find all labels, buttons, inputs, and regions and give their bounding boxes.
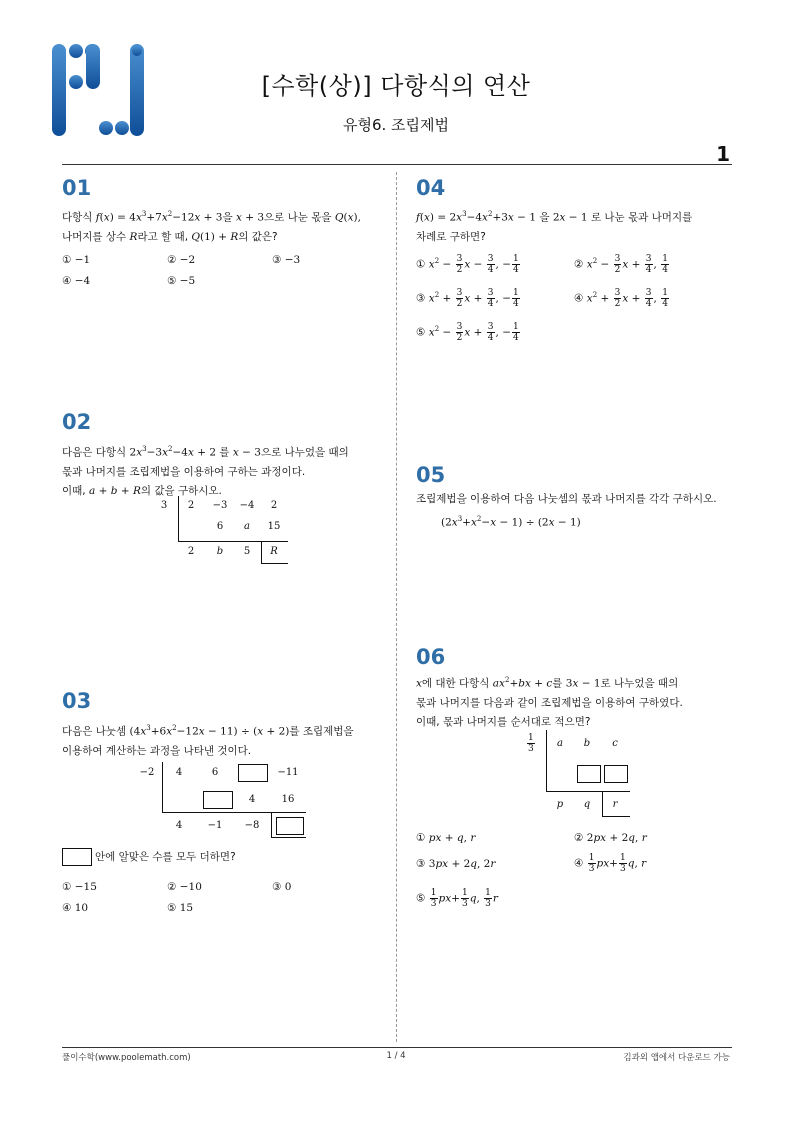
page-title: [수학(상)] 다항식의 연산 — [261, 72, 531, 100]
q03-blank-box — [276, 817, 304, 835]
q04-choice-3[interactable]: ③ $x^2$ + $\frac{3}{2}$ x + $\frac{3}{4}$ , − $\frac{1}{4}$ — [416, 288, 519, 309]
q02-cell: 2 — [187, 500, 195, 511]
q03-cell: 4 — [248, 794, 256, 805]
q02-cell: −4 — [239, 500, 255, 511]
q06-choice-1[interactable]: ① px + q, r — [416, 832, 476, 844]
q06-cell: a — [557, 738, 563, 749]
q03-cell: −11 — [277, 767, 299, 778]
q03-cell: −1 — [207, 820, 223, 831]
q03-cell: 4 — [175, 820, 183, 831]
q06-cell: q — [583, 799, 591, 810]
q04-choice-1[interactable]: ① $x^2$ − $\frac{3}{2}$ x − $\frac{3}{4}$ , − $\frac{1}{4}$ — [416, 254, 519, 275]
q01-choice-2[interactable]: ② −2 — [167, 254, 196, 266]
question-number-03: 03 — [62, 689, 92, 713]
q06-cell: c — [612, 738, 618, 749]
q02-cell: 5 — [243, 546, 251, 557]
q02-cell: 6 — [216, 521, 224, 532]
q02-cell: b — [216, 546, 224, 557]
q04-text: $f(x) = 2x^3-4x^2+3x - 1$ 을 2x − 1 로 나눈 몫과 나머지를 차례로 구하면? — [416, 210, 693, 243]
q01-text: 다항식 $f(x) = 4x^3+7x^2-12x + 3$을 x + 3으로 나눈 몫을 Q(x), 나머지를 상수 R라고 할 때, Q(1) + R의 값은? — [62, 210, 361, 243]
q03-blank-box — [203, 791, 233, 809]
q06-cell: r — [612, 799, 618, 810]
q02-cell: −3 — [212, 500, 228, 511]
q03-blank-box — [238, 764, 268, 782]
q03-divisor: −2 — [139, 767, 155, 778]
q06-choice-4[interactable]: ④ $\frac{1}{3}$ px+ $\frac{1}{3}$ q, r — [574, 853, 647, 874]
q06-blank-box — [577, 765, 601, 783]
q02-text: 다음은 다항식 $2x^3-3x^2-4x + 2$ 를 x − 3으로 나누었을 때의 몫과 나머지를 조립제법을 이용하여 구하는 과정이다. 이때, a + b + R의 값을 구하시오. — [62, 445, 349, 497]
footer-rule — [62, 1047, 732, 1048]
q06-text: x에 대한 다항식 $ax^2+bx + c$를 3x − 1로 나누었을 때의 몫과 나머지를 다음과 같이 조립제법을 이용하여 구하였다. 이때, 몫과 나머지를 순서대로 적으면? — [416, 676, 683, 728]
q06-choice-3[interactable]: ③ 3px + 2q, 2r — [416, 858, 496, 870]
q02-cell: R — [270, 546, 278, 557]
header-rule — [62, 164, 732, 165]
q04-choice-5[interactable]: ⑤ $x^2$ − $\frac{3}{2}$ x + $\frac{3}{4}$ , − $\frac{1}{4}$ — [416, 322, 519, 343]
column-divider — [396, 172, 397, 1042]
question-number-06: 06 — [416, 645, 446, 669]
q06-choice-2[interactable]: ② 2px + 2q, r — [574, 832, 647, 844]
question-number-05: 05 — [416, 463, 446, 487]
q03-question: 안에 알맞은 수를 모두 더하면? — [62, 848, 236, 867]
q03-choice-2[interactable]: ② −10 — [167, 881, 202, 893]
q04-choice-2[interactable]: ② $x^2$ − $\frac{3}{2}$ x + $\frac{3}{4}$ , $\frac{1}{4}$ — [574, 254, 668, 275]
q03-cell: 16 — [281, 794, 295, 805]
question-number-04: 04 — [416, 176, 446, 200]
q06-blank-box — [604, 765, 628, 783]
footer-download-note: 김과외 앱에서 다운로드 가능 — [623, 1053, 730, 1063]
q04-choice-4[interactable]: ④ $x^2$ + $\frac{3}{2}$ x + $\frac{3}{4}$ , $\frac{1}{4}$ — [574, 288, 668, 309]
q01-choice-1[interactable]: ① −1 — [62, 254, 91, 266]
q01-choice-5[interactable]: ⑤ −5 — [167, 275, 196, 287]
q06-cell: p — [556, 799, 564, 810]
q02-cell: 2 — [270, 500, 278, 511]
footer-site: 풀이수학(www.poolemath.com) — [62, 1053, 191, 1063]
q03-choice-5[interactable]: ⑤ 15 — [167, 902, 194, 914]
q06-choice-5[interactable]: ⑤ $\frac{1}{3}$ px+ $\frac{1}{3}$ q, $\frac{1}{3}$ r — [416, 888, 498, 909]
q03-cell: 6 — [211, 767, 219, 778]
q02-cell: 2 — [187, 546, 195, 557]
q01-choice-4[interactable]: ④ −4 — [62, 275, 91, 287]
q02-cell: 15 — [267, 521, 281, 532]
q05-expression: $(2x^3+x^2-x - 1) \div (2x - 1)$ — [441, 515, 581, 529]
question-number-02: 02 — [62, 410, 92, 434]
q02-cell: a — [244, 521, 250, 532]
q05-text: 조립제법을 이용하여 다음 나눗셈의 몫과 나머지를 각각 구하시오. — [416, 493, 717, 505]
q03-text: 다음은 나눗셈 $(4x^3+6x^2-12x - 11) \div (x + 2)$를 조립제법을 이용하여 계산하는 과정을 나타낸 것이다. — [62, 724, 354, 757]
q03-choice-1[interactable]: ① −15 — [62, 881, 97, 893]
page-subtitle: 유형6. 조립제법 — [342, 116, 450, 134]
q03-cell: 4 — [175, 767, 183, 778]
q01-choice-3[interactable]: ③ −3 — [272, 254, 301, 266]
q03-choice-4[interactable]: ④ 10 — [62, 902, 89, 914]
q02-divisor: 3 — [160, 500, 168, 511]
q06-divisor: 1 3 — [528, 733, 534, 754]
footer-page-count: 1 / 4 — [386, 1051, 406, 1061]
q03-choice-3[interactable]: ③ 0 — [272, 881, 292, 893]
question-number-01: 01 — [62, 176, 92, 200]
page-number: 1 — [716, 142, 730, 166]
q03-cell: −8 — [244, 820, 260, 831]
q06-cell: b — [583, 738, 591, 749]
q03-blank-box-legend — [62, 848, 92, 866]
